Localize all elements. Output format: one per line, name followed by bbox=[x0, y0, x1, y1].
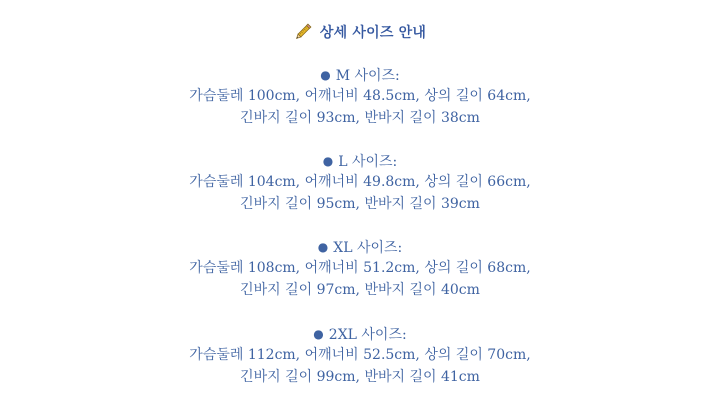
size-measurements-line-1: 가슴둘레 104cm, 어깨너비 49.8cm, 상의 길이 66cm, bbox=[189, 174, 531, 190]
size-measurements-line-2: 긴바지 길이 97cm, 반바지 길이 40cm bbox=[240, 282, 480, 298]
title-text: 상세 사이즈 안내 bbox=[319, 25, 427, 41]
size-measurements-line-1: 가슴둘레 100cm, 어깨너비 48.5cm, 상의 길이 64cm, bbox=[189, 88, 531, 104]
size-heading-text: XL 사이즈: bbox=[333, 240, 403, 256]
size-block-m bbox=[0, 65, 720, 129]
bullet-icon: ● bbox=[317, 240, 329, 254]
size-measurements-line-2: 긴바지 길이 99cm, 반바지 길이 41cm bbox=[240, 369, 480, 385]
size-heading-m bbox=[0, 65, 720, 85]
size-heading-text: M 사이즈: bbox=[335, 68, 400, 84]
size-measurements-line-2: 긴바지 길이 95cm, 반바지 길이 39cm bbox=[240, 196, 480, 212]
size-measurements-line-1: 가슴둘레 108cm, 어깨너비 51.2cm, 상의 길이 68cm, bbox=[189, 260, 531, 276]
bullet-icon: ● bbox=[322, 154, 334, 168]
size-heading-xl bbox=[0, 237, 720, 257]
ruler-pencil-icon bbox=[294, 23, 312, 41]
bullet-icon: ● bbox=[313, 327, 324, 341]
size-measurements-line-1: 가슴둘레 112cm, 어깨너비 52.5cm, 상의 길이 70cm, bbox=[189, 347, 531, 363]
size-heading-l bbox=[0, 151, 720, 171]
size-heading-2xl bbox=[0, 324, 720, 344]
size-block-2xl bbox=[0, 324, 720, 388]
bullet-icon: ● bbox=[320, 68, 331, 82]
size-guide-title bbox=[0, 22, 720, 42]
size-heading-text: L 사이즈: bbox=[338, 154, 398, 170]
size-block-l bbox=[0, 151, 720, 215]
size-block-xl bbox=[0, 237, 720, 301]
size-measurements-line-2: 긴바지 길이 93cm, 반바지 길이 38cm bbox=[240, 110, 480, 126]
size-heading-text: 2XL 사이즈: bbox=[328, 327, 407, 343]
